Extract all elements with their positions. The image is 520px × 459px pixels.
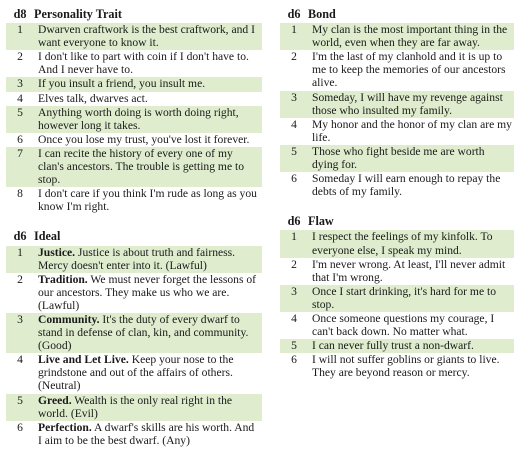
table-row — [280, 339, 514, 353]
table-row — [6, 246, 262, 273]
flaw-table — [280, 215, 514, 380]
left-column — [6, 8, 262, 448]
table-header — [280, 8, 514, 23]
roll-number: 1 — [280, 23, 308, 50]
column-header: Bond — [308, 7, 336, 21]
ideal-name: Community. — [38, 312, 100, 326]
row-text: I respect the feelings of my kinfolk. To everyone else, I speak my mind. — [308, 230, 514, 257]
table-row — [280, 50, 514, 90]
roll-number: 4 — [17, 353, 23, 367]
roll-number: 6 — [17, 132, 23, 146]
row-text: My clan is the most important thing in the world, even when they are far away. — [308, 23, 514, 50]
die-header: d8 — [13, 7, 27, 21]
ideal-table — [6, 230, 262, 448]
table-row — [280, 145, 514, 172]
table-row — [280, 353, 514, 380]
roll-number: 6 — [291, 172, 297, 186]
ideal-name: Greed. — [38, 393, 72, 407]
ideal-description: We must never forget the lessons of our ancestors. They make us who we are. (Lawful) — [38, 272, 257, 312]
ideal-description: Keep your nose to the grindstone and out of the affairs of others. (Neutral) — [38, 353, 234, 393]
die-header: d6 — [287, 214, 301, 229]
row-text: Once you lose my trust, you've lost it forever. — [38, 132, 250, 146]
table-row — [6, 23, 262, 50]
table-row — [6, 421, 262, 448]
roll-number: 6 — [17, 420, 23, 434]
row-text: Someday I will earn enough to repay the debts of my family. — [312, 172, 501, 199]
row-text: Anything worth doing is worth doing right, however long it takes. — [34, 106, 262, 133]
roll-number: 1 — [6, 23, 34, 50]
roll-number: 2 — [291, 50, 297, 64]
table-row — [6, 353, 262, 393]
row-text: I can recite the history of every one of my clan's ancestors. The trouble is getting me to stop. — [34, 147, 262, 187]
row-text: I'm the last of my clanhold and it is up to me to keep the memories of our ancestors alive. — [312, 50, 506, 90]
bond-table — [280, 8, 514, 199]
row-text — [34, 394, 262, 421]
table-row — [6, 133, 262, 147]
section-gap — [280, 199, 514, 215]
ideal-name: Justice. — [38, 245, 76, 259]
column-header: Ideal — [34, 229, 61, 244]
row-text: I'm never wrong. At least, I'll never admit that I'm wrong. — [312, 257, 506, 284]
row-text: If you insult a friend, you insult me. — [34, 77, 262, 91]
row-text: Dwarven craftwork is the best craftwork, and I want everyone to know it. — [34, 23, 262, 50]
table-row — [280, 118, 514, 145]
ideal-name: Tradition. — [38, 272, 88, 286]
row-text: My honor and the honor of my clan are my life. — [312, 117, 512, 144]
ideal-description: A dwarf's skills are his worth. And I aim to be the best dwarf. (Any) — [38, 420, 255, 447]
row-text: I will not suffer goblins or giants to live. They are beyond reason or mercy. — [312, 353, 500, 380]
roll-number: 2 — [17, 50, 23, 64]
roll-number: 3 — [6, 313, 34, 353]
roll-number: 6 — [291, 353, 297, 367]
roll-number: 4 — [17, 91, 23, 105]
table-header — [6, 8, 262, 23]
roll-number: 3 — [6, 77, 34, 91]
roll-number: 2 — [291, 257, 297, 271]
table-row — [280, 285, 514, 312]
roll-number: 5 — [6, 394, 34, 421]
table-row — [6, 92, 262, 106]
table-row — [6, 394, 262, 421]
table-row — [6, 50, 262, 77]
roll-number: 4 — [291, 117, 297, 131]
personality-trait-table — [6, 8, 262, 214]
table-row — [6, 106, 262, 133]
table-row — [280, 172, 514, 199]
roll-number: 2 — [17, 272, 23, 286]
die-header: d6 — [287, 7, 301, 21]
column-header: Flaw — [308, 214, 334, 229]
roll-number: 3 — [280, 91, 308, 118]
ideal-description: Wealth is the only real right in the world. (Evil) — [38, 393, 233, 420]
right-column — [280, 8, 514, 380]
row-text: I can never fully trust a non-dwarf. — [308, 339, 514, 353]
roll-number: 5 — [280, 145, 308, 172]
roll-number: 5 — [6, 106, 34, 133]
row-text — [34, 353, 262, 393]
table-row — [280, 258, 514, 285]
table-row — [6, 77, 262, 91]
table-row — [6, 313, 262, 353]
ideal-description: It's the duty of every dwarf to stand in defense of clan, kin, and community. (Good) — [38, 312, 249, 353]
row-text: I don't like to part with coin if I don't have to. And I never have to. — [38, 50, 249, 77]
roll-number: 1 — [6, 246, 34, 273]
table-header — [280, 215, 514, 230]
row-text: Once someone questions my courage, I can't back down. No matter what. — [312, 311, 495, 339]
row-text: Those who fight beside me are worth dying for. — [308, 145, 514, 172]
table-row — [280, 23, 514, 50]
column-header: Personality Trait — [34, 7, 122, 21]
ideal-name: Perfection. — [38, 420, 92, 434]
row-text — [34, 246, 262, 273]
table-row — [280, 91, 514, 118]
row-text — [34, 273, 262, 313]
roll-number: 8 — [17, 187, 23, 201]
row-text — [34, 421, 262, 448]
table-row — [6, 187, 262, 214]
row-text: Once I start drinking, it's hard for me to stop. — [308, 285, 514, 312]
roll-number: 7 — [6, 147, 34, 187]
table-row — [6, 147, 262, 187]
ideal-description: Justice is about truth and fairness. Mercy doesn't enter into it. (Lawful) — [38, 245, 236, 272]
row-text: Elves talk, dwarves act. — [38, 91, 148, 105]
row-text: I don't care if you think I'm rude as long as you know I'm right. — [38, 187, 257, 214]
table-row — [280, 312, 514, 339]
row-text: Someday, I will have my revenge against those who insulted my family. — [308, 91, 514, 118]
table-row — [280, 230, 514, 257]
roll-number: 5 — [280, 339, 308, 353]
roll-number: 3 — [280, 285, 308, 312]
roll-number: 1 — [280, 230, 308, 257]
table-row — [6, 273, 262, 313]
section-gap — [6, 214, 262, 230]
roll-number: 4 — [291, 311, 297, 325]
table-header — [6, 230, 262, 245]
ideal-name: Live and Let Live. — [38, 353, 129, 367]
row-text — [34, 313, 262, 353]
die-header: d6 — [13, 229, 27, 244]
